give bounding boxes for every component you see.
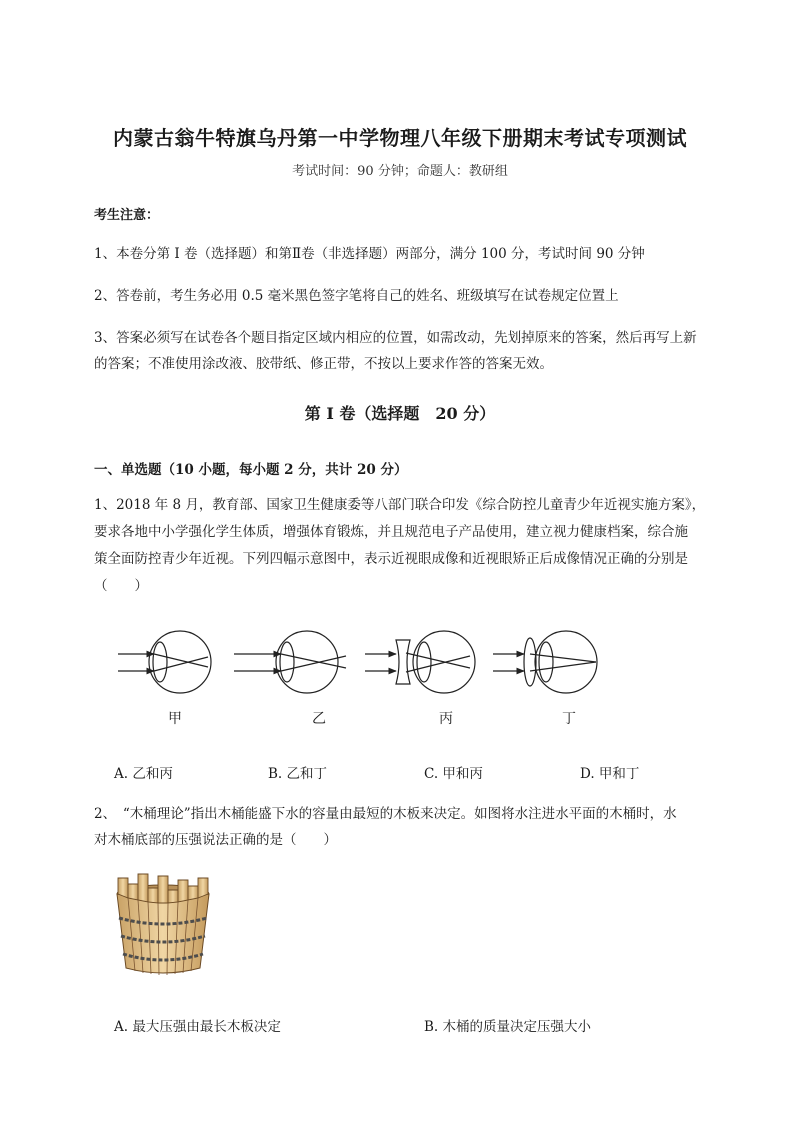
notice-heading: 考生注意： [94,208,160,223]
q1-option-c[interactable]: C. 甲和丙 [424,766,483,782]
q2-option-b[interactable]: B. 木桶的质量决定压强大小 [424,1019,592,1035]
notice-item-3-cont: 的答案；不准使用涂改液、胶带纸、修正带，不按以上要求作答的答案无效。 [94,356,553,372]
diagram-label-ding: 丁 [562,711,576,727]
eye-diagram-jia [118,631,211,693]
q2-line-2: 对木桶底部的压强说法正确的是（ ） [94,832,337,848]
notice-item-3: 3、答案必须写在试卷各个题目指定区域内相应的位置，如需改动，先划掉原来的答案，然后再写上新 [94,330,697,346]
q1-option-b[interactable]: B. 乙和丁 [268,766,328,782]
diagram-label-bing: 丙 [439,711,453,727]
section-title: 第 I 卷（选择题 20 分） [304,404,496,423]
diagram-label-yi: 乙 [312,711,326,727]
q1-line-2: 要求各地中小学强化学生体质，增强体育锻炼，并且规范电子产品使用，建立视力健康档案，综合施 [94,524,688,540]
q1-line-3: 策全面防控青少年近视。下列四幅示意图中，表示近视眼成像和近视眼矫正后成像情况正确的分别是 [94,551,688,567]
q1-option-a[interactable]: A. 乙和丙 [114,766,173,782]
q1-line-4: （ ） [94,578,148,594]
page-title: 内蒙古翁牛特旗乌丹第一中学物理八年级下册期末考试专项测试 [113,126,687,150]
q2-line-1: 2、 “木桶理论”指出木桶能盛下水的容量由最短的木板来决定。如图将水注进水平面的木桶时，水 [94,806,677,822]
notice-item-1: 1、本卷分第 I 卷（选择题）和第Ⅱ卷（非选择题）两部分，满分 100 分，考试时间 90 分钟 [94,246,645,262]
q2-option-a[interactable]: A. 最大压强由最长木板决定 [114,1019,281,1035]
eye-diagram-ding [493,631,597,693]
eye-diagram-yi [234,631,346,693]
notice-item-2: 2、答卷前，考生务必用 0.5 毫米黑色签字笔将自己的姓名、班级填写在试卷规定位置上 [94,288,619,304]
q1-option-d[interactable]: D. 甲和丁 [580,766,640,782]
eye-diagrams [110,618,620,718]
exam-info: 考试时间：90 分钟；命题人：教研组 [292,164,508,179]
q1-line-1: 1、2018 年 8 月，教育部、国家卫生健康委等八部门联合印发《综合防控儿童青少年近视实施方案》， [94,497,706,513]
wooden-bucket-image [108,872,218,982]
part-heading: 一、单选题（10 小题，每小题 2 分，共计 20 分） [94,462,408,478]
eye-diagram-bing [365,631,475,693]
diagram-label-jia: 甲 [168,711,182,727]
